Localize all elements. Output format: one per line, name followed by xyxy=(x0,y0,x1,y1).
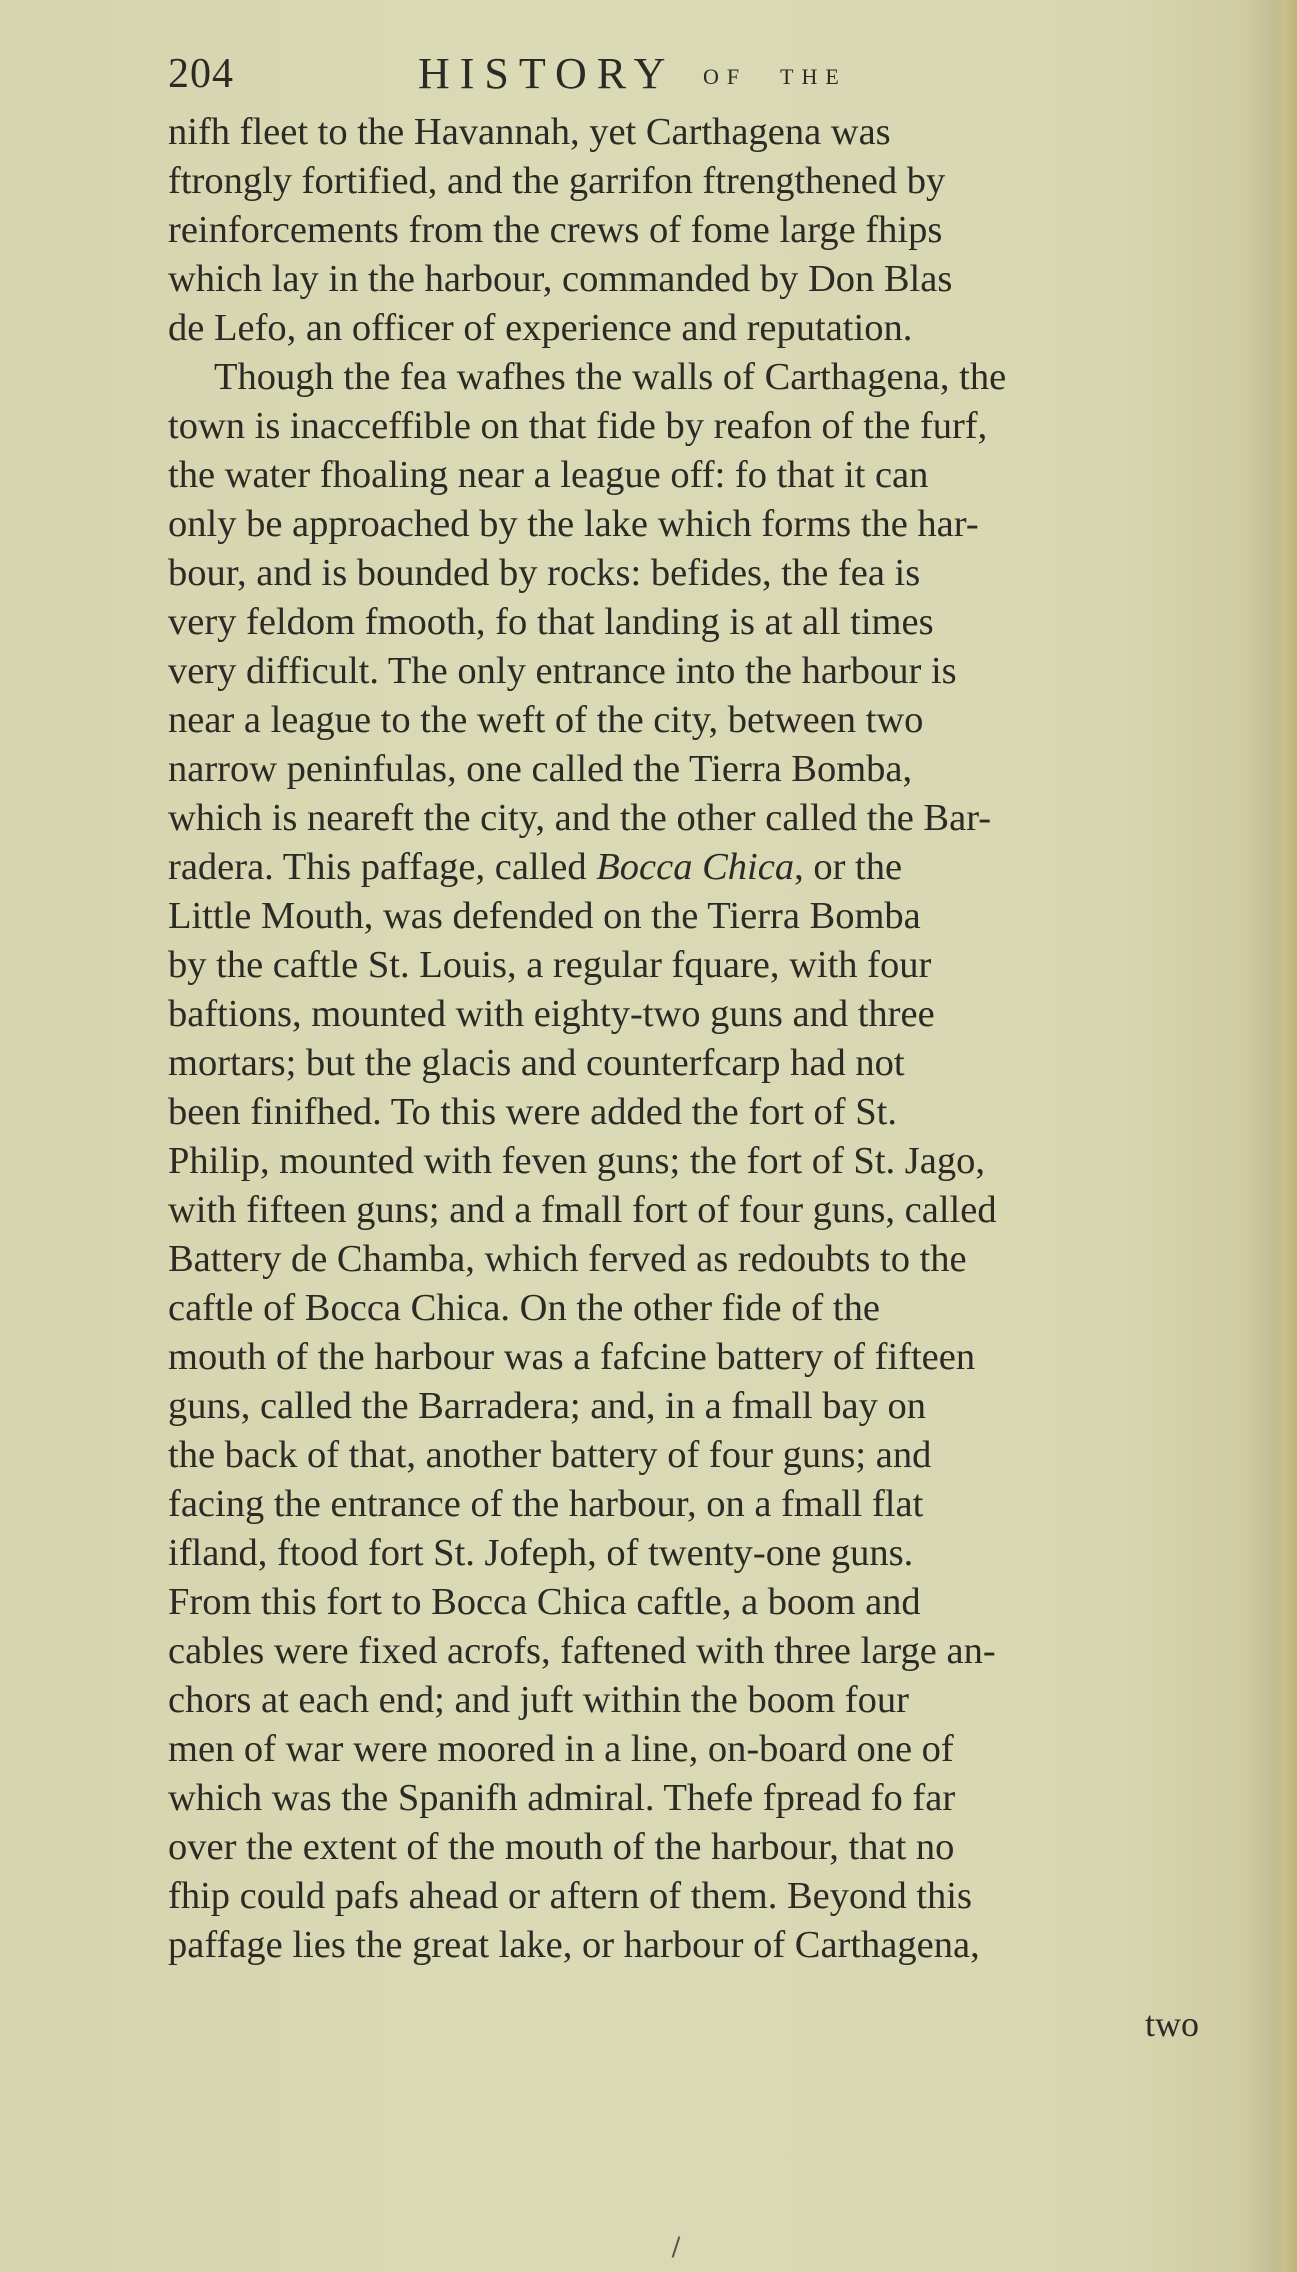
text-line: mouth of the harbour was a fafcine battery of fifteen xyxy=(168,1336,976,1378)
text-line: which is neareft the city, and the other called the Bar- xyxy=(168,797,992,839)
text-line: over the extent of the mouth of the harbour, that no xyxy=(168,1826,955,1868)
text-line-with-italic xyxy=(168,843,1213,892)
text-line: which lay in the harbour, commanded by Don Blas xyxy=(168,258,953,300)
text-line: narrow peninfulas, one called the Tierra Bomba, xyxy=(168,748,913,790)
body-text xyxy=(168,108,1213,1970)
text-line: with fifteen guns; and a fmall fort of four guns, called xyxy=(168,1189,997,1231)
text-line: very difficult. The only entrance into the harbour is xyxy=(168,650,957,692)
text-line: which was the Spanifh admiral. Thefe fpread fo far xyxy=(168,1777,956,1819)
text-line: de Lefo, an officer of experience and reputation. xyxy=(168,307,913,349)
text-line: fhip could pafs ahead or aftern of them. Beyond this xyxy=(168,1875,972,1917)
text-line: by the caftle St. Louis, a regular fquare, with four xyxy=(168,944,932,986)
italic-place-name: Bocca Chica xyxy=(596,846,795,888)
text-line: Little Mouth, was defended on the Tierra Bomba xyxy=(168,895,921,937)
text-line: baftions, mounted with eighty-two guns and three xyxy=(168,993,935,1035)
text-line: reinforcements from the crews of fome large fhips xyxy=(168,209,943,251)
text-line: From this fort to Bocca Chica caftle, a boom and xyxy=(168,1581,921,1623)
text-segment: radera. This paffage, called xyxy=(168,846,597,888)
page-number: 204 xyxy=(168,51,234,97)
text-line: the water fhoaling near a league off: fo that it can xyxy=(168,454,929,496)
text-line: been finifhed. To this were added the fort of St. xyxy=(168,1091,897,1133)
text-line: only be approached by the lake which forms the har- xyxy=(168,503,979,545)
paragraph-start-line: Though the fea wafhes the walls of Carthagena, the xyxy=(214,356,1007,398)
text-line: the back of that, another battery of four guns; and xyxy=(168,1434,932,1476)
text-line: bour, and is bounded by rocks: befides, the fea is xyxy=(168,552,921,594)
text-line: ifland, ftood fort St. Jofeph, of twenty-one guns. xyxy=(168,1532,914,1574)
page-header xyxy=(168,50,1068,110)
text-line: Philip, mounted with feven guns; the fort of St. Jago, xyxy=(168,1140,985,1182)
text-line: very feldom fmooth, fo that landing is at all times xyxy=(168,601,934,643)
text-line: cables were fixed acrofs, faftened with three large an- xyxy=(168,1630,996,1672)
text-line: guns, called the Barradera; and, in a fmall bay on xyxy=(168,1385,926,1427)
text-line: near a league to the weft of the city, between two xyxy=(168,699,924,741)
text-line: caftle of Bocca Chica. On the other fide of the xyxy=(168,1287,880,1329)
text-segment: , or the xyxy=(794,846,903,888)
catchword: two xyxy=(1145,2004,1199,2044)
text-line: ftrongly fortified, and the garrifon ftrengthened by xyxy=(168,160,946,202)
running-title-of: OF xyxy=(703,64,748,89)
text-line: nifh fleet to the Havannah, yet Carthagena was xyxy=(168,111,891,153)
text-line: men of war were moored in a line, on-board one of xyxy=(168,1728,954,1770)
running-title-the: THE xyxy=(780,64,847,89)
page-edge xyxy=(1273,0,1297,2272)
text-line: mortars; but the glacis and counterfcarp had not xyxy=(168,1042,905,1084)
text-line: Battery de Chamba, which ferved as redoubts to the xyxy=(168,1238,967,1280)
text-line: chors at each end; and juft within the boom four xyxy=(168,1679,909,1721)
text-line: facing the entrance of the harbour, on a fmall flat xyxy=(168,1483,924,1525)
running-title: HISTORY xyxy=(418,49,676,98)
text-line: town is inacceffible on that fide by reafon of the furf, xyxy=(168,405,988,447)
text-line: paffage lies the great lake, or harbour of Carthagena, xyxy=(168,1924,980,1966)
